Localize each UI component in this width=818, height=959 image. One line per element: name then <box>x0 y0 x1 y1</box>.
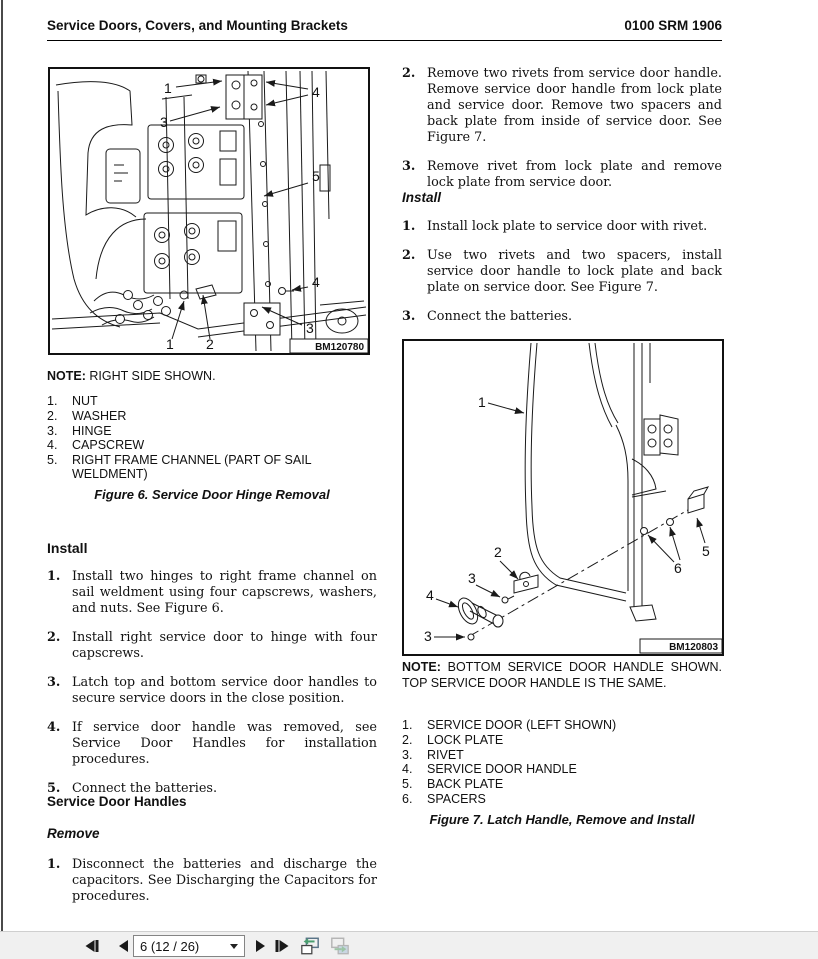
figure-7-note <box>402 660 722 691</box>
callout-label: 3 <box>424 628 432 644</box>
note-label: NOTE: <box>47 369 86 383</box>
figure-id-tag: BM120803 <box>669 642 718 653</box>
step-item: 2. Remove two rivets from service door handle. Remove service door handle from lock plate and service door. Remove two spacers and back plate from inside of service door. See Figure 7. <box>402 66 722 145</box>
callout-label: 5 <box>312 168 320 184</box>
part-item: 1. NUT <box>47 394 98 408</box>
next-view-icon <box>330 936 350 956</box>
callout-label: 4 <box>312 274 320 290</box>
figure-6-note <box>47 369 377 385</box>
step-item: 3. Connect the batteries. <box>402 309 573 324</box>
callout-label: 1 <box>478 394 486 410</box>
part-item: 5. RIGHT FRAME CHANNEL (PART OF SAIL WELDMENT) <box>47 453 312 481</box>
previous-view-button[interactable] <box>300 937 320 955</box>
callout-label: 1 <box>166 336 174 352</box>
remove-steps-continued <box>402 66 722 191</box>
next-page-button[interactable] <box>250 937 270 955</box>
part-item: 4. SERVICE DOOR HANDLE <box>402 762 577 777</box>
callout-label: 1 <box>164 80 172 96</box>
figure-7-caption: Figure 7. Latch Handle, Remove and Install <box>429 812 695 827</box>
part-item: 6. SPACERS <box>402 791 486 806</box>
callout-label: 6 <box>674 560 682 576</box>
page-header-title: Service Doors, Covers, and Mounting Brackets <box>47 18 348 33</box>
figure-7-image <box>402 339 724 656</box>
part-item: 4. CAPSCREW <box>47 438 145 453</box>
last-page-button[interactable] <box>272 937 292 955</box>
step-item: 2. Use two rivets and two spacers, install service door handle to lock plate and back plate on service door. See Figure 7. <box>402 248 722 295</box>
part-item: 3. HINGE <box>47 423 112 438</box>
part-item: 3. RIVET <box>402 747 464 762</box>
callout-label: 3 <box>306 320 314 336</box>
next-view-button[interactable] <box>330 937 350 955</box>
header-rule <box>47 40 722 41</box>
step-item: 4. If service door handle was removed, see Service Door Handles for installation procedures. <box>47 720 377 767</box>
page-navigation-toolbar <box>0 931 818 959</box>
install-steps <box>47 569 377 797</box>
figure-6-caption: Figure 6. Service Door Hinge Removal <box>94 487 330 502</box>
part-item: 2. WASHER <box>47 408 127 423</box>
window-edge <box>1 0 3 931</box>
callout-label: 2 <box>494 544 502 560</box>
figure-7-drawing <box>404 341 722 654</box>
callout-label: 4 <box>312 84 320 100</box>
part-item: 1. SERVICE DOOR (LEFT SHOWN) <box>402 718 617 732</box>
note-text: RIGHT SIDE SHOWN. <box>89 369 216 383</box>
note-label: NOTE: <box>402 660 441 674</box>
callout-label: 3 <box>468 570 476 586</box>
figure-6-drawing <box>50 69 368 353</box>
install-heading: Install <box>47 540 88 556</box>
figure-id-tag: BM120780 <box>315 342 364 353</box>
previous-page-icon <box>116 938 132 954</box>
install-steps-right <box>402 219 722 325</box>
previous-view-icon <box>300 936 320 956</box>
page-header-code: 0100 SRM 1906 <box>624 18 722 33</box>
remove-steps <box>47 857 377 905</box>
remove-heading: Remove <box>47 826 100 841</box>
page-number-value: 6 (12 / 26) <box>140 938 200 954</box>
previous-page-button[interactable] <box>114 937 134 955</box>
last-page-icon <box>274 938 290 954</box>
step-item: 1. Install lock plate to service door with rivet. <box>402 219 708 234</box>
note-text: BOTTOM SERVICE DOOR HANDLE SHOWN. TOP SERVICE DOOR HANDLE IS THE SAME. <box>402 660 722 690</box>
step-item: 2. Install right service door to hinge with four capscrews. <box>47 630 377 661</box>
step-item: 3. Latch top and bottom service door handles to secure service doors in the close position. <box>47 675 377 706</box>
figure-6-parts-list <box>47 395 377 483</box>
callout-label: 3 <box>160 114 168 130</box>
callout-label: 5 <box>702 543 710 559</box>
figure-6-image <box>48 67 370 355</box>
install-subheading: Install <box>402 190 442 205</box>
part-item: 5. BACK PLATE <box>402 777 504 792</box>
step-item: 1. Install two hinges to right frame channel on sail weldment using four capscrews, washers, and nuts. See Figure 6. <box>47 569 377 616</box>
callout-label: 2 <box>206 336 214 352</box>
first-page-icon <box>84 938 100 954</box>
first-page-button[interactable] <box>82 937 102 955</box>
figure-7-parts-list <box>402 719 722 808</box>
next-page-icon <box>252 938 268 954</box>
page-number-dropdown[interactable] <box>133 935 245 957</box>
step-item: 5. Connect the batteries. <box>47 781 218 796</box>
part-item: 2. LOCK PLATE <box>402 732 504 747</box>
service-door-handles-heading: Service Door Handles <box>47 794 187 809</box>
step-item: 3. Remove rivet from lock plate and remove lock plate from service door. <box>402 159 722 190</box>
dropdown-arrow-icon <box>230 944 238 949</box>
callout-label: 4 <box>426 587 434 603</box>
step-item: 1. Disconnect the batteries and discharge the capacitors. See Discharging the Capacitors for procedures. <box>47 857 377 904</box>
